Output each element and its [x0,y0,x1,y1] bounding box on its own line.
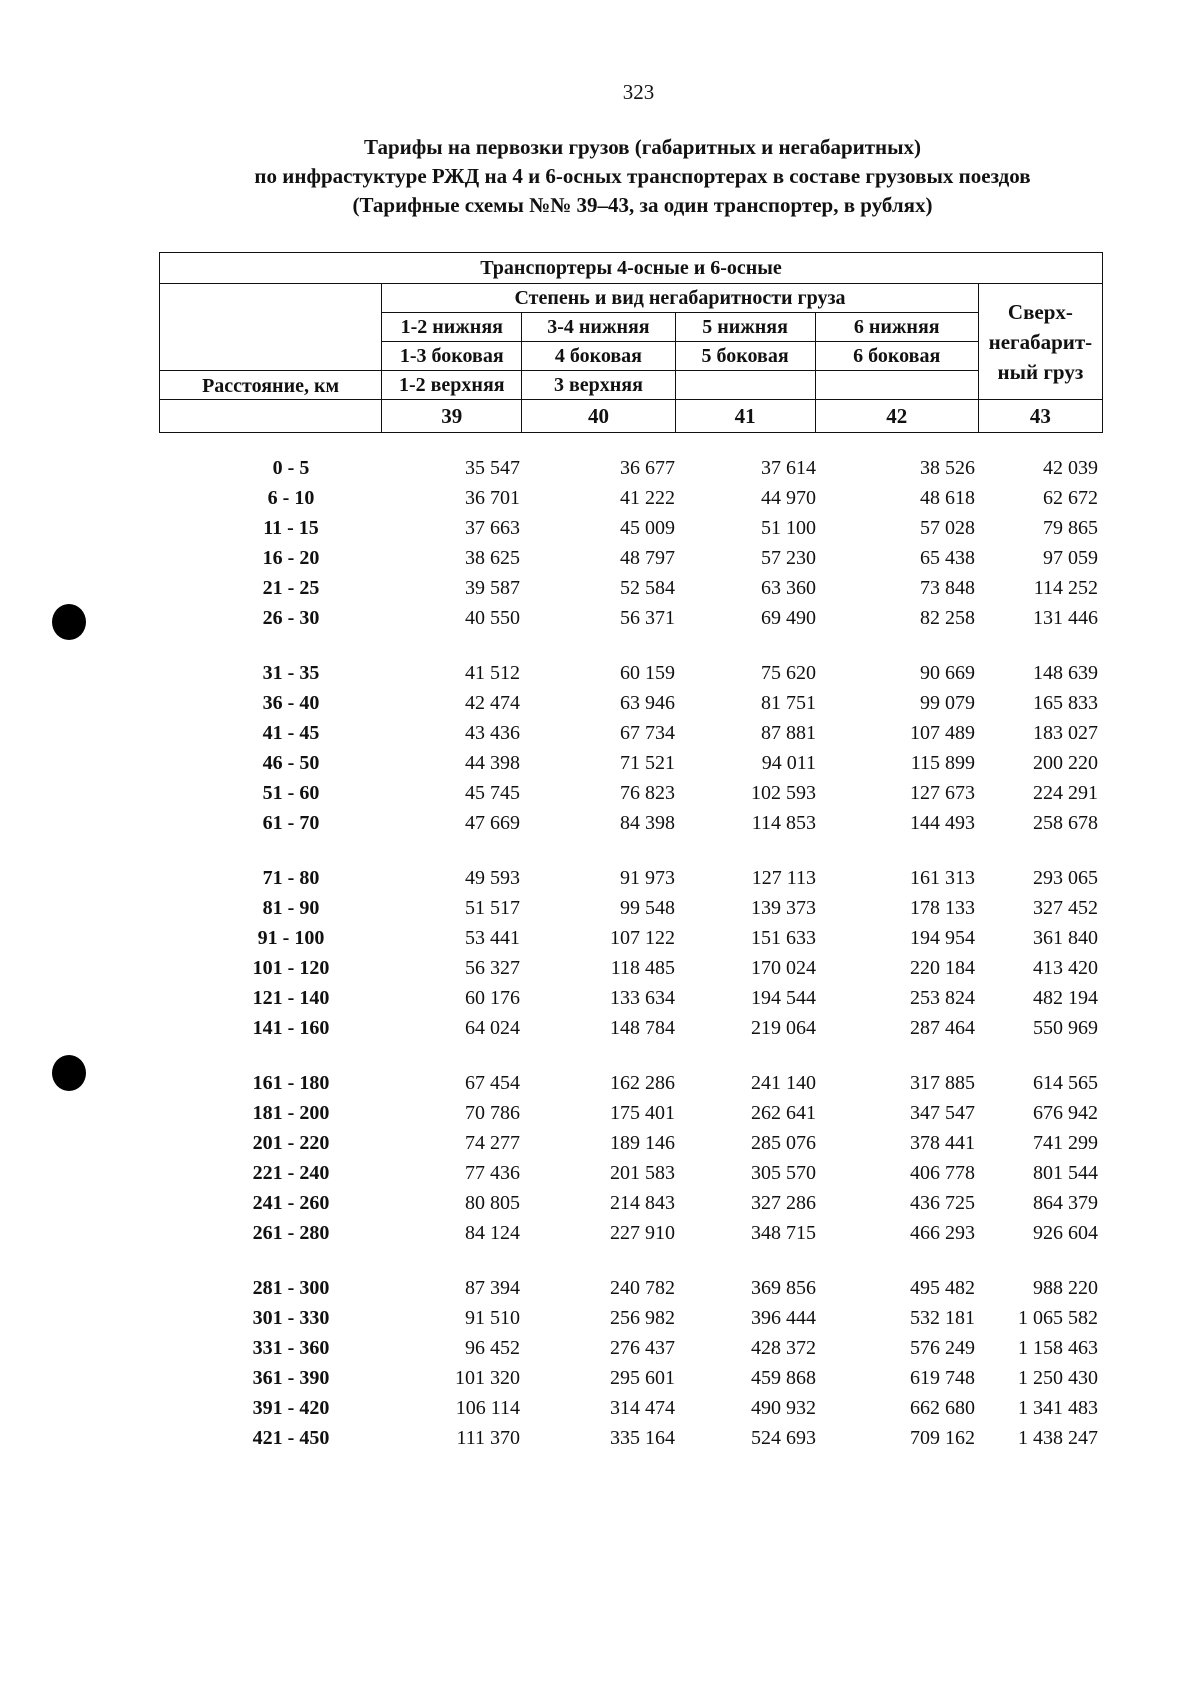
tariff-cell-41: 139 373 [751,897,816,919]
tariff-cell-41: 69 490 [761,607,816,629]
tariff-cell-42: 73 848 [920,577,975,599]
header-cell: 3-4 нижняя [522,313,675,342]
header-blank-cell [160,400,382,433]
title-line-1: Тарифы на первозки грузов (габаритных и негабаритных) [363,135,922,159]
scheme-number: 39 [382,400,522,433]
tariff-cell-40: 295 601 [610,1367,675,1389]
tariff-cell-43: 183 027 [1033,722,1098,744]
tariff-cell-42: 347 547 [910,1102,975,1124]
table-row [0,457,1200,485]
distance-cell: 181 - 200 [252,1102,330,1124]
tariff-cell-42: 662 680 [910,1397,975,1419]
tariff-cell-42: 495 482 [910,1277,975,1299]
distance-cell: 71 - 80 [262,867,320,889]
distance-cell: 46 - 50 [262,752,320,774]
table-row [0,547,1200,575]
distance-cell: 391 - 420 [252,1397,330,1419]
tariff-cell-43: 165 833 [1033,692,1098,714]
distance-cell: 31 - 35 [262,662,320,684]
tariff-cell-42: 194 954 [910,927,975,949]
tariff-cell-43: 327 452 [1033,897,1098,919]
table-row [0,607,1200,635]
tariff-cell-39: 101 320 [455,1367,520,1389]
tariff-cell-43: 1 341 483 [1018,1397,1098,1419]
tariff-cell-39: 40 550 [465,607,520,629]
tariff-cell-39: 74 277 [465,1132,520,1154]
tariff-cell-43: 200 220 [1033,752,1098,774]
tariff-cell-42: 287 464 [910,1017,975,1039]
table-row [0,867,1200,895]
tariff-cell-40: 118 485 [610,957,675,979]
distance-cell: 281 - 300 [252,1277,330,1299]
tariff-cell-43: 926 604 [1033,1222,1098,1244]
distance-cell: 6 - 10 [267,487,315,509]
tariff-cell-40: 52 584 [620,577,675,599]
tariff-cell-39: 43 436 [465,722,520,744]
header-super-oversize [978,284,1102,400]
tariff-cell-41: 428 372 [751,1337,816,1359]
table-row [0,1337,1200,1365]
tariff-cell-40: 60 159 [620,662,675,684]
tariff-cell-42: 82 258 [920,607,975,629]
tariff-cell-42: 161 313 [910,867,975,889]
tariff-cell-42: 65 438 [920,547,975,569]
header-cell: 1-2 верхняя [382,371,522,400]
tariff-cell-41: 75 620 [761,662,816,684]
tariff-cell-41: 102 593 [751,782,816,804]
tariff-cell-40: 201 583 [610,1162,675,1184]
header-cell: 6 боковая [815,342,978,371]
table-row [0,987,1200,1015]
table-row [0,1367,1200,1395]
scheme-number: 43 [978,400,1102,433]
tariff-cell-42: 378 441 [910,1132,975,1154]
distance-cell: 421 - 450 [252,1427,330,1449]
table-row [0,957,1200,985]
tariff-cell-43: 97 059 [1043,547,1098,569]
tariff-cell-41: 57 230 [761,547,816,569]
tariff-cell-40: 91 973 [620,867,675,889]
tariff-cell-39: 56 327 [465,957,520,979]
tariff-cell-39: 64 024 [465,1017,520,1039]
tariff-cell-40: 107 122 [610,927,675,949]
tariff-cell-41: 51 100 [761,517,816,539]
scheme-number: 42 [815,400,978,433]
tariff-cell-39: 51 517 [465,897,520,919]
table-row [0,487,1200,515]
tariff-cell-40: 214 843 [610,1192,675,1214]
tariff-cell-39: 41 512 [465,662,520,684]
table-row [0,782,1200,810]
header-cell: 5 боковая [675,342,815,371]
tariff-cell-40: 175 401 [610,1102,675,1124]
tariff-cell-42: 38 526 [920,457,975,479]
header-cell: 6 нижняя [815,313,978,342]
tariff-cell-41: 37 614 [761,457,816,479]
tariff-cell-40: 84 398 [620,812,675,834]
tariff-cell-40: 162 286 [610,1072,675,1094]
tariff-cell-41: 490 932 [751,1397,816,1419]
tariff-cell-43: 1 438 247 [1018,1427,1098,1449]
table-row [0,722,1200,750]
tariff-cell-42: 220 184 [910,957,975,979]
table-row [0,517,1200,545]
tariff-cell-40: 189 146 [610,1132,675,1154]
tariff-cell-40: 276 437 [610,1337,675,1359]
tariff-cell-42: 99 079 [920,692,975,714]
tariff-cell-39: 106 114 [455,1397,520,1419]
tariff-cell-43: 114 252 [1033,577,1098,599]
tariff-cell-40: 71 521 [620,752,675,774]
tariff-cell-39: 38 625 [465,547,520,569]
tariff-cell-43: 62 672 [1043,487,1098,509]
tariff-cell-41: 219 064 [751,1017,816,1039]
tariff-cell-40: 227 910 [610,1222,675,1244]
tariff-cell-43: 131 446 [1033,607,1098,629]
tariff-cell-41: 327 286 [751,1192,816,1214]
tariff-cell-42: 317 885 [910,1072,975,1094]
header-cell [815,371,978,400]
distance-cell: 301 - 330 [252,1307,330,1329]
distance-cell: 101 - 120 [252,957,330,979]
table-row [0,1072,1200,1100]
tariff-cell-39: 67 454 [465,1072,520,1094]
tariff-cell-41: 87 881 [761,722,816,744]
tariff-cell-43: 741 299 [1033,1132,1098,1154]
tariff-cell-42: 466 293 [910,1222,975,1244]
tariff-table-header [159,252,1103,433]
super-label-line: ный груз [997,359,1084,384]
tariff-cell-40: 314 474 [610,1397,675,1419]
header-cell: 3 верхняя [522,371,675,400]
tariff-cell-42: 619 748 [910,1367,975,1389]
tariff-cell-40: 36 677 [620,457,675,479]
header-group-title: Транспортеры 4-осные и 6-осные [160,253,1103,284]
tariff-cell-41: 262 641 [751,1102,816,1124]
header-cell: 1-3 боковая [382,342,522,371]
tariff-cell-43: 864 379 [1033,1192,1098,1214]
table-row [0,1102,1200,1130]
table-row [0,1222,1200,1250]
page-number: 323 [622,80,655,104]
tariff-cell-40: 67 734 [620,722,675,744]
table-row [0,662,1200,690]
title-line-2: по инфрастуктуре РЖД на 4 и 6-осных транспортерах в составе грузовых поездов [254,164,1031,188]
tariff-cell-41: 114 853 [751,812,816,834]
tariff-cell-40: 45 009 [620,517,675,539]
table-row [0,1017,1200,1045]
distance-cell: 36 - 40 [262,692,320,714]
tariff-cell-43: 258 678 [1033,812,1098,834]
tariff-cell-40: 240 782 [610,1277,675,1299]
tariff-cell-41: 170 024 [751,957,816,979]
tariff-cell-39: 80 805 [465,1192,520,1214]
tariff-cell-39: 111 370 [456,1427,520,1449]
tariff-cell-40: 148 784 [610,1017,675,1039]
tariff-cell-40: 335 164 [610,1427,675,1449]
tariff-cell-41: 127 113 [751,867,816,889]
tariff-cell-41: 151 633 [751,927,816,949]
header-cell: 4 боковая [522,342,675,371]
distance-cell: 0 - 5 [272,457,310,479]
tariff-cell-42: 532 181 [910,1307,975,1329]
distance-cell: 361 - 390 [252,1367,330,1389]
tariff-cell-43: 293 065 [1033,867,1098,889]
tariff-cell-43: 801 544 [1033,1162,1098,1184]
scheme-number: 40 [522,400,675,433]
table-row [0,1132,1200,1160]
tariff-cell-41: 305 570 [751,1162,816,1184]
table-row [0,1427,1200,1455]
tariff-cell-43: 361 840 [1033,927,1098,949]
distance-cell: 261 - 280 [252,1222,330,1244]
tariff-cell-42: 406 778 [910,1162,975,1184]
tariff-cell-41: 348 715 [751,1222,816,1244]
tariff-cell-42: 178 133 [910,897,975,919]
tariff-cell-39: 70 786 [465,1102,520,1124]
tariff-cell-43: 1 250 430 [1018,1367,1098,1389]
table-row [0,752,1200,780]
tariff-cell-40: 99 548 [620,897,675,919]
tariff-cell-39: 53 441 [465,927,520,949]
tariff-cell-42: 57 028 [920,517,975,539]
tariff-cell-40: 63 946 [620,692,675,714]
table-row [0,1397,1200,1425]
tariff-cell-43: 148 639 [1033,662,1098,684]
distance-cell: 11 - 15 [263,517,319,539]
tariff-cell-39: 39 587 [465,577,520,599]
tariff-cell-39: 45 745 [465,782,520,804]
header-blank-cell [160,284,382,371]
title-line-3: (Тарифные схемы №№ 39–43, за один транспортер, в рублях) [352,193,933,217]
tariff-cell-39: 42 474 [465,692,520,714]
distance-cell: 81 - 90 [262,897,320,919]
tariff-cell-39: 96 452 [465,1337,520,1359]
table-row [0,1162,1200,1190]
tariff-cell-41: 524 693 [751,1427,816,1449]
tariff-cell-43: 42 039 [1043,457,1098,479]
tariff-cell-40: 41 222 [620,487,675,509]
header-cell: 5 нижняя [675,313,815,342]
tariff-cell-40: 48 797 [620,547,675,569]
table-row [0,812,1200,840]
tariff-cell-42: 436 725 [910,1192,975,1214]
distance-cell: 161 - 180 [252,1072,330,1094]
super-label-line: Сверх- [1007,299,1073,324]
tariff-cell-41: 81 751 [761,692,816,714]
page-title [150,133,1135,220]
tariff-cell-39: 35 547 [465,457,520,479]
tariff-cell-42: 576 249 [910,1337,975,1359]
tariff-cell-43: 413 420 [1033,957,1098,979]
tariff-cell-41: 285 076 [751,1132,816,1154]
distance-cell: 221 - 240 [252,1162,330,1184]
distance-cell: 26 - 30 [262,607,320,629]
distance-cell: 141 - 160 [252,1017,330,1039]
tariff-cell-40: 56 371 [620,607,675,629]
header-cell [675,371,815,400]
distance-cell: 241 - 260 [252,1192,330,1214]
tariff-cell-40: 76 823 [620,782,675,804]
table-row [0,692,1200,720]
distance-cell: 121 - 140 [252,987,330,1009]
table-row [0,1307,1200,1335]
distance-cell: 331 - 360 [252,1337,330,1359]
tariff-cell-42: 253 824 [910,987,975,1009]
tariff-cell-43: 482 194 [1033,987,1098,1009]
tariff-cell-41: 459 868 [751,1367,816,1389]
tariff-cell-42: 709 162 [910,1427,975,1449]
tariff-cell-40: 133 634 [610,987,675,1009]
tariff-cell-39: 44 398 [465,752,520,774]
tariff-cell-39: 49 593 [465,867,520,889]
distance-cell: 16 - 20 [262,547,320,569]
table-row [0,1192,1200,1220]
tariff-cell-42: 90 669 [920,662,975,684]
tariff-cell-43: 1 158 463 [1018,1337,1098,1359]
tariff-cell-41: 241 140 [751,1072,816,1094]
distance-cell: 61 - 70 [262,812,320,834]
header-cell: 1-2 нижняя [382,313,522,342]
tariff-cell-41: 194 544 [751,987,816,1009]
tariff-cell-43: 224 291 [1033,782,1098,804]
table-row [0,577,1200,605]
tariff-cell-43: 614 565 [1033,1072,1098,1094]
tariff-cell-39: 37 663 [465,517,520,539]
distance-cell: 91 - 100 [257,927,325,949]
tariff-cell-43: 79 865 [1043,517,1098,539]
tariff-cell-41: 396 444 [751,1307,816,1329]
tariff-cell-41: 44 970 [761,487,816,509]
tariff-cell-39: 84 124 [465,1222,520,1244]
tariff-cell-39: 77 436 [465,1162,520,1184]
tariff-cell-39: 36 701 [465,487,520,509]
tariff-cell-42: 115 899 [910,752,975,774]
tariff-cell-43: 550 969 [1033,1017,1098,1039]
distance-cell: 201 - 220 [252,1132,330,1154]
table-row [0,927,1200,955]
tariff-cell-42: 107 489 [910,722,975,744]
tariff-cell-42: 48 618 [920,487,975,509]
tariff-cell-39: 47 669 [465,812,520,834]
tariff-cell-39: 60 176 [465,987,520,1009]
table-row [0,1277,1200,1305]
tariff-cell-43: 1 065 582 [1018,1307,1098,1329]
tariff-cell-39: 87 394 [465,1277,520,1299]
super-label-line: негабарит- [988,329,1093,354]
tariff-cell-41: 94 011 [761,752,816,774]
tariff-cell-42: 144 493 [910,812,975,834]
tariff-cell-43: 988 220 [1033,1277,1098,1299]
tariff-cell-39: 91 510 [465,1307,520,1329]
distance-cell: 21 - 25 [262,577,320,599]
distance-cell: 41 - 45 [262,722,320,744]
tariff-cell-42: 127 673 [910,782,975,804]
tariff-cell-41: 369 856 [751,1277,816,1299]
scheme-number: 41 [675,400,815,433]
tariff-cell-41: 63 360 [761,577,816,599]
tariff-cell-40: 256 982 [610,1307,675,1329]
header-subgroup-title: Степень и вид негабаритности груза [382,284,979,313]
header-distance-label: Расстояние, км [160,371,382,400]
table-row [0,897,1200,925]
distance-cell: 51 - 60 [262,782,320,804]
tariff-cell-43: 676 942 [1033,1102,1098,1124]
